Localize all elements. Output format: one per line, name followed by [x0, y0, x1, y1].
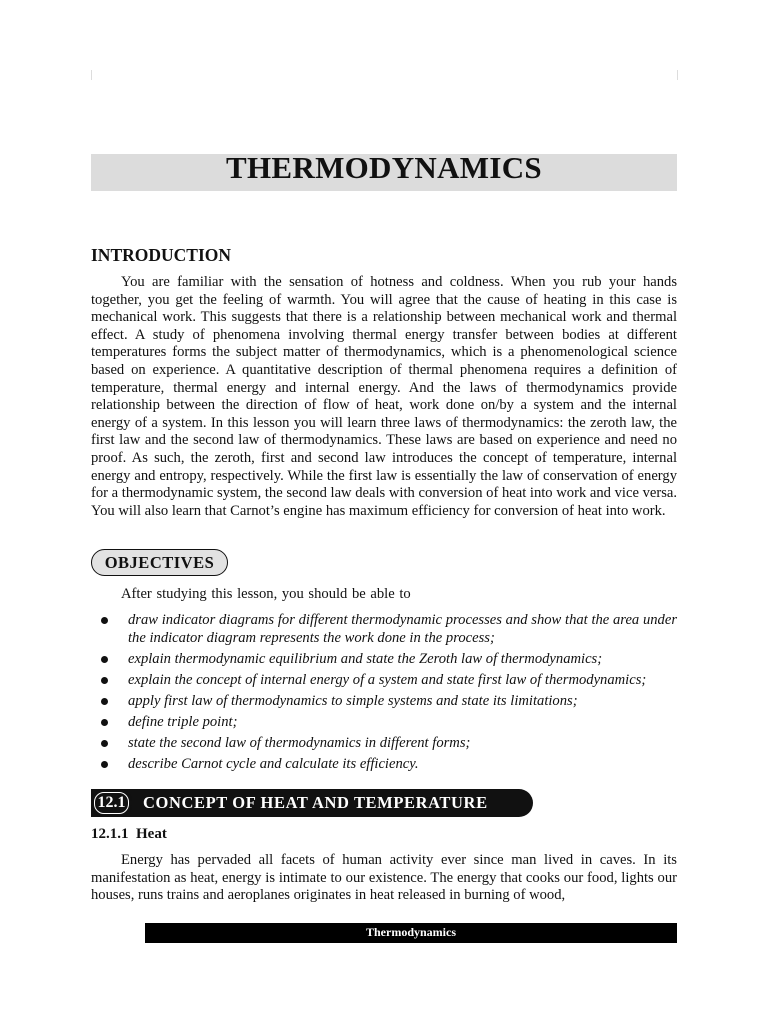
- section-number: 12.1: [97, 794, 126, 811]
- objective-item: [91, 693, 677, 711]
- subsection-heading: 12.1.1 Heat: [91, 826, 167, 842]
- objective-text: explain the concept of internal energy of a system and state first law of thermodynamics;: [128, 671, 647, 688]
- objective-item: [91, 612, 677, 647]
- bullet-icon: [101, 740, 108, 747]
- introduction-heading: INTRODUCTION: [91, 245, 232, 265]
- bullet-icon: [101, 656, 108, 663]
- page-title: THERMODYNAMICS: [226, 150, 542, 185]
- objective-item: [91, 756, 677, 774]
- objectives-lead: After studying this lesson, you should be able to: [121, 586, 411, 602]
- section-number-badge: [91, 789, 132, 817]
- objective-item: [91, 714, 677, 732]
- bullet-icon: [101, 719, 108, 726]
- crop-mark-right: [677, 70, 678, 80]
- objective-item: [91, 672, 677, 690]
- objective-text: apply first law of thermodynamics to simple systems and state its limitations;: [128, 692, 578, 709]
- objectives-label: OBJECTIVES: [91, 549, 228, 576]
- title-band: [91, 150, 677, 191]
- crop-mark-left: [91, 70, 92, 80]
- bullet-icon: [101, 617, 108, 624]
- bullet-icon: [101, 698, 108, 705]
- objective-item: [91, 735, 677, 753]
- heat-paragraph: Energy has pervaded all facets of human activity ever since man lived in caves. In its manifestation as heat, energy is intimate to our existence. The energy that cooks our food, lights our houses, runs trains and aeroplanes originates in heat released in burning of wood,: [91, 852, 677, 904]
- bullet-icon: [101, 761, 108, 768]
- section-badge-ring: [94, 792, 129, 814]
- objective-text: draw indicator diagrams for different thermodynamic processes and show that the area under the indicator diagram represents the work done in the process;: [128, 612, 677, 646]
- section-title: CONCEPT OF HEAT AND TEMPERATURE: [143, 793, 488, 812]
- objective-text: describe Carnot cycle and calculate its efficiency.: [128, 756, 419, 773]
- page-footer: [145, 923, 677, 943]
- bullet-icon: [101, 677, 108, 684]
- objective-text: state the second law of thermodynamics in different forms;: [128, 735, 471, 752]
- objective-text: explain thermodynamic equilibrium and state the Zeroth law of thermodynamics;: [128, 650, 603, 667]
- objective-item: [91, 651, 677, 669]
- objectives-list: [91, 612, 677, 777]
- objective-text: define triple point;: [128, 713, 238, 730]
- introduction-paragraph: You are familiar with the sensation of hotness and coldness. When you rub your hands together, you get the feeling of warmth. You will agree that the cause of heating in this case is mechanical work. This suggests that there is a relationship between mechanical work and thermal effect. A study of phenomena involving thermal energy transfer between bodies at different temperatures forms the subject matter of thermodynamics, which is a phenomenological science based on experience. A quantitative description of thermal phenomena requires a definition of temperature, thermal energy and internal energy. And the laws of thermodynamics provide relationship between the direction of flow of heat, work done on/by a system and the internal energy of a system. In this lesson you will learn three laws of thermodynamics: the zeroth law, the first law and the second law of thermodynamics. These laws are based on experience and need no proof. As such, the zeroth, first and second law introduces the concept of temperature, internal energy and entropy, respectively. While the first law is essentially the law of conservation of energy for a thermodynamic system, the second law deals with conversion of heat into work and vice versa. You will also learn that Carnot’s engine has maximum efficiency for conversion of heat into work.: [91, 274, 678, 519]
- footer-title: Thermodynamics: [366, 925, 456, 939]
- section-heading-bar: [91, 789, 533, 817]
